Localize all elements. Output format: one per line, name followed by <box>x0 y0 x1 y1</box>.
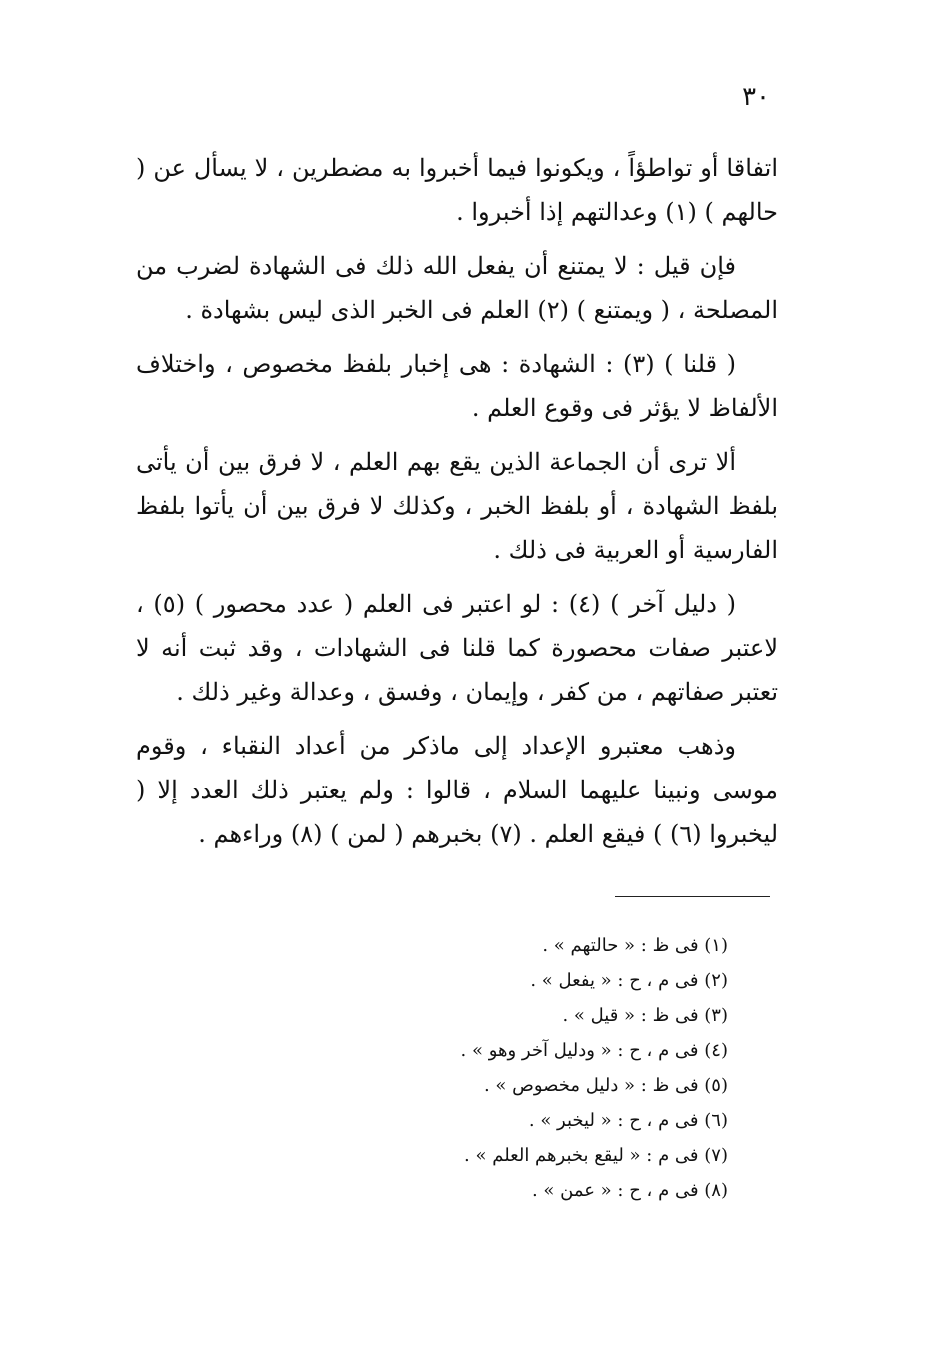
main-text <box>136 146 778 866</box>
page-number: ٣٠ <box>742 82 770 112</box>
footnote: (١) فى ظ : « حالتهم » . <box>542 935 728 956</box>
footnote: (٨) فى م ، ح : « عمن » . <box>531 1180 728 1201</box>
paragraph: ( قلنا ) (٣) : الشهادة : هى إخبار بلفظ مخصوص ، واختلاف الألفاظ لا يؤثر فى وقوع العلم . <box>136 350 778 422</box>
footnotes <box>248 928 728 1208</box>
footnote-separator <box>615 896 770 897</box>
footnote: (٥) فى ظ : « دليل مخصوص » . <box>483 1075 728 1096</box>
paragraph: ( دليل آخر ) (٤) : لو اعتبر فى العلم ( عدد محصور ) (٥) ، لاعتبر صفات محصورة كما قلنا فى الشهادات ، وقد ثبت أنه لا تعتبر صفاتهم ، من كفر ، وإيمان ، وفسق ، وعدالة وغير ذلك . <box>136 590 778 706</box>
footnote: (٦) فى م ، ح : « ليخبر » . <box>528 1110 728 1131</box>
footnote: (٣) فى ظ : « قيل » . <box>562 1005 728 1026</box>
footnote: (٢) فى م ، ح : « يفعل » . <box>530 970 728 991</box>
footnote: (٤) فى م ، ح : « ودليل آخر وهو » . <box>460 1040 728 1061</box>
paragraph: وذهب معتبرو الإعداد إلى ماذكر من أعداد النقباء ، وقوم موسى ونبينا عليهما السلام ، قالوا : ولم يعتبر ذلك العدد إلا ( ليخبروا (٦) ) فيقع العلم . (٧) بخبرهم ( لمن ) (٨) وراءهم . <box>136 732 778 848</box>
paragraph: اتفاقا أو تواطؤاً ، ويكونوا فيما أخبروا به مضطرين ، لا يسأل عن ( حالهم ) (١) وعدالتهم إذا أخبروا . <box>136 154 778 226</box>
footnote: (٧) فى م : « ليقع بخبرهم العلم » . <box>464 1145 728 1166</box>
paragraph: ألا ترى أن الجماعة الذين يقع بهم العلم ، لا فرق بين أن يأتى بلفظ الشهادة ، أو بلفظ الخبر ، وكذلك لا فرق بين أن يأتوا بلفظ الفارسية أو العربية فى ذلك . <box>136 448 778 564</box>
paragraph: فإن قيل : لا يمتنع أن يفعل الله ذلك فى الشهادة لضرب من المصلحة ، ( ويمتنع ) (٢) العلم فى الخبر الذى ليس بشهادة . <box>136 252 778 324</box>
